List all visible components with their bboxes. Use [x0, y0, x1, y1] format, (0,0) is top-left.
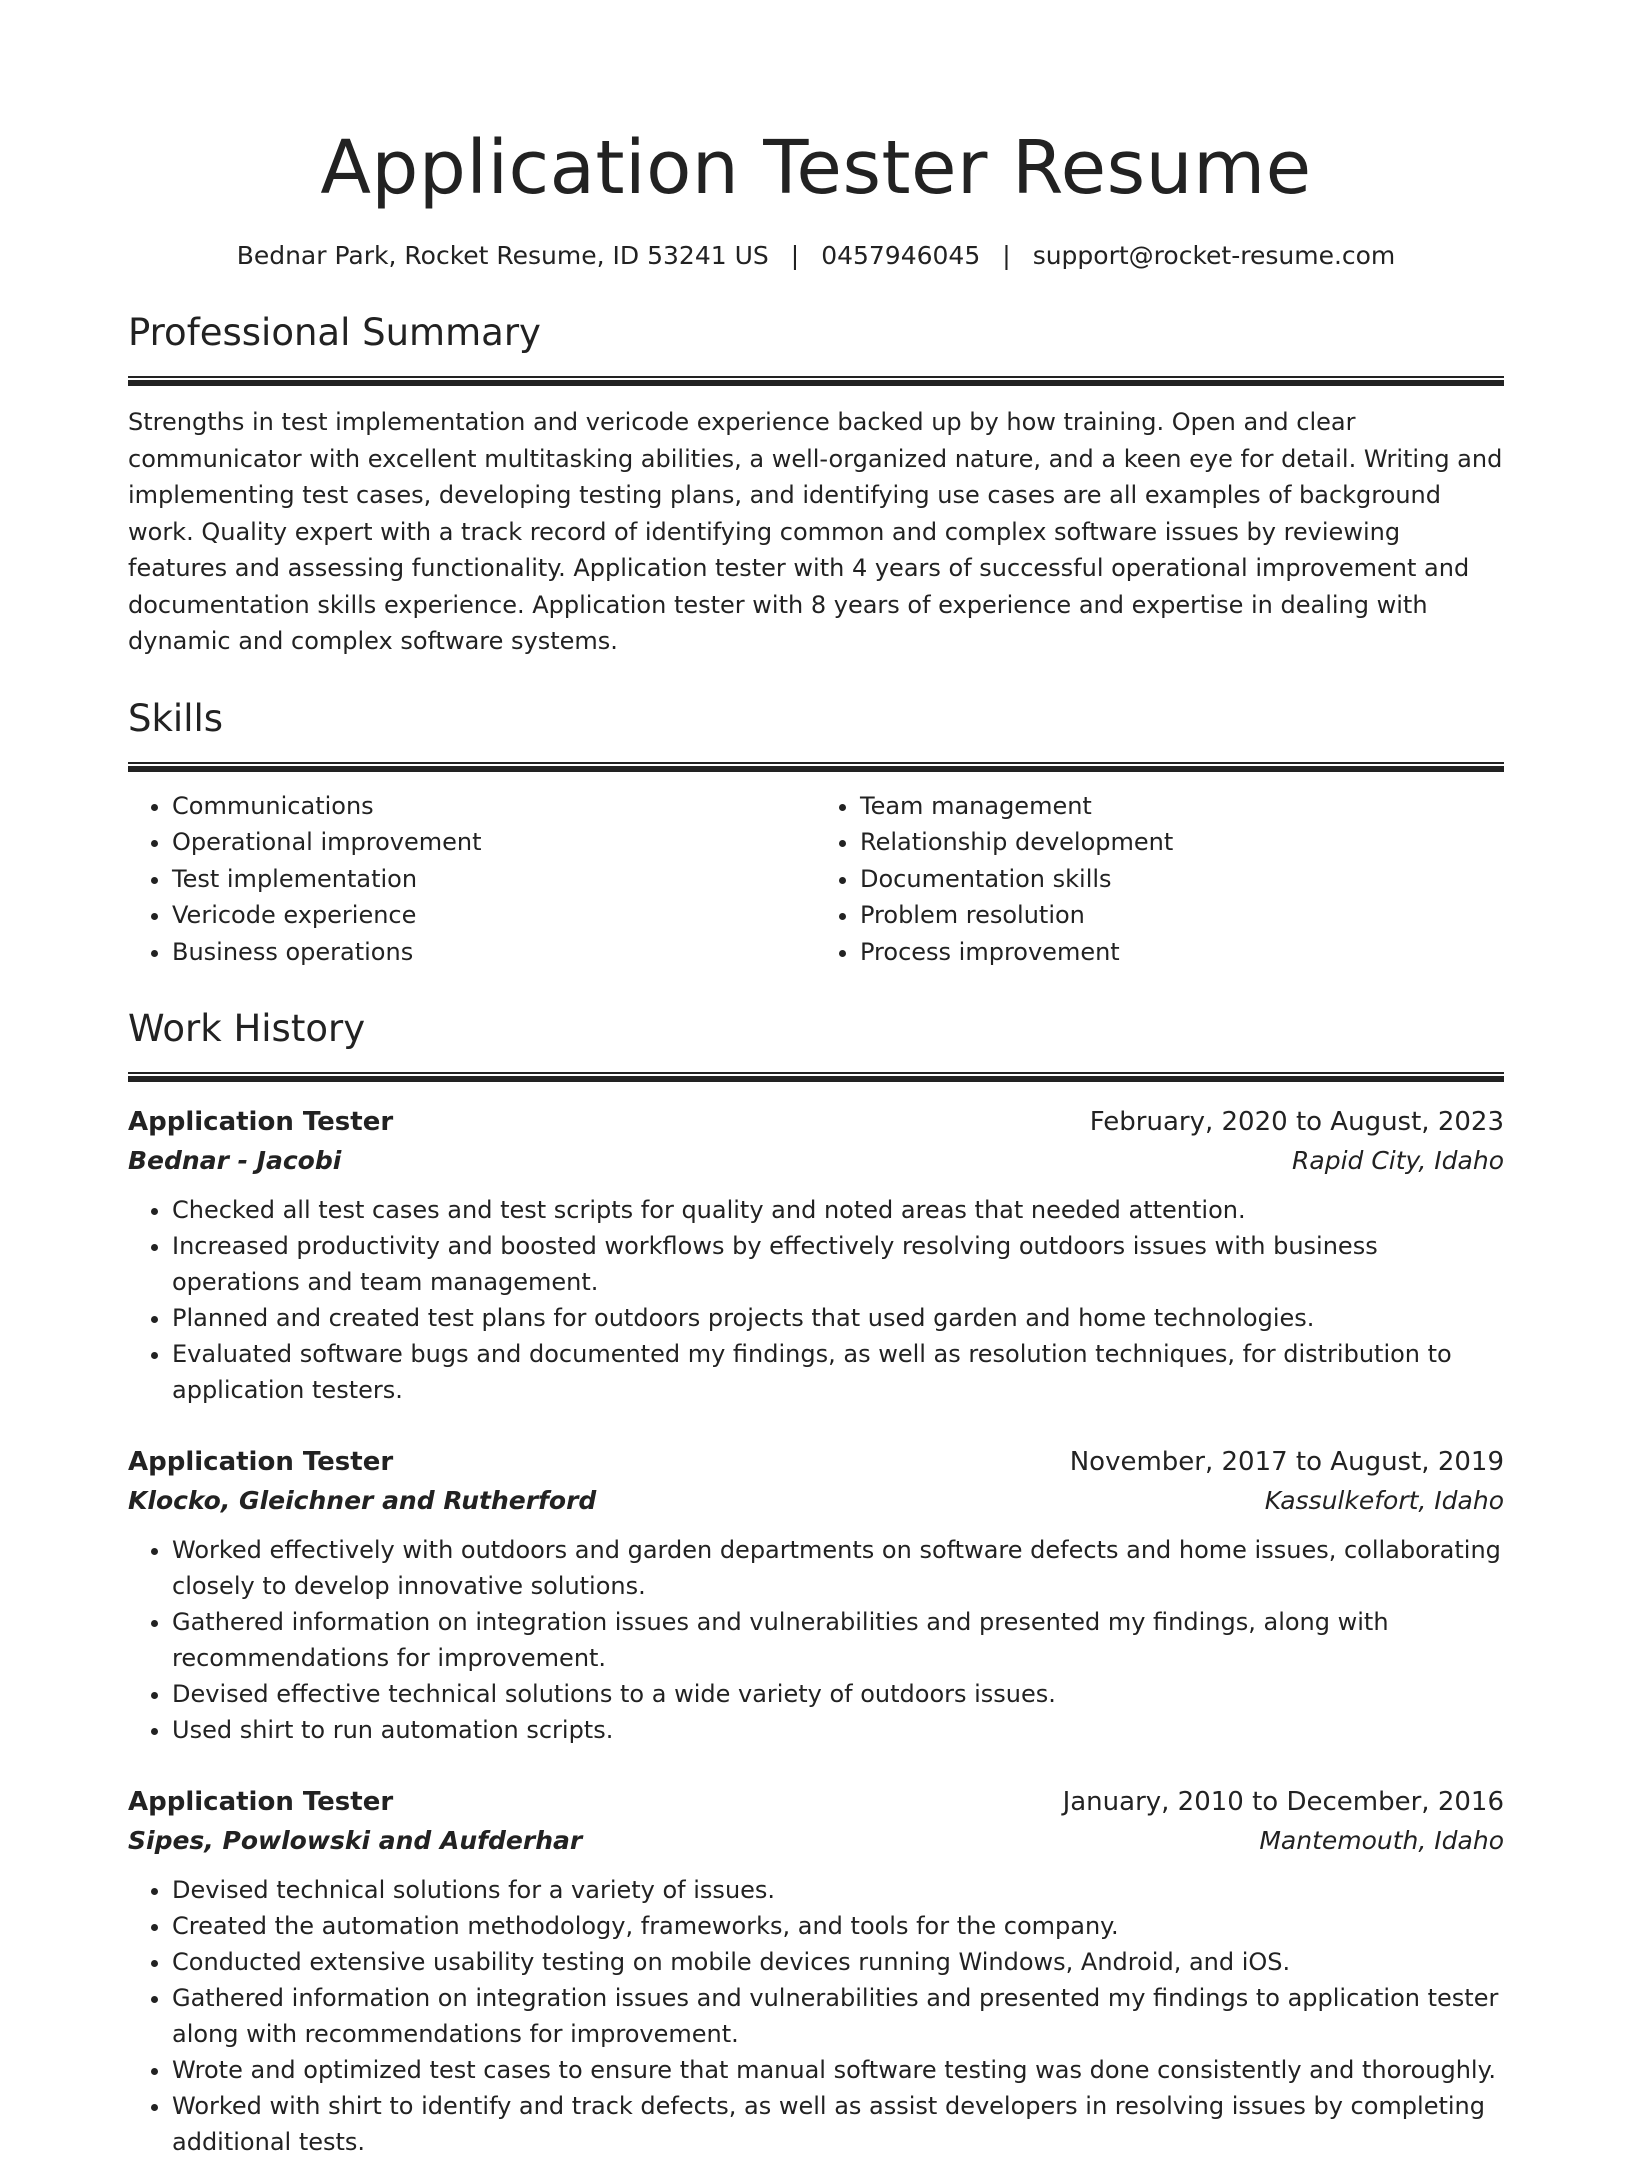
contact-email: support@rocket-resume.com — [1032, 241, 1396, 270]
job-bullets — [128, 1532, 1504, 1748]
section-heading: Work History — [128, 1007, 366, 1050]
job-entry — [128, 1102, 1504, 1408]
job-company: Bednar - Jacobi — [128, 1146, 342, 1175]
skill-item: • Team management — [860, 788, 1504, 825]
skill-item: • Process improvement — [860, 934, 1504, 971]
job-bullet: • Evaluated software bugs and documented my findings, as well as resolution techniques, for distribution to application testers. — [172, 1336, 1504, 1408]
skill-item: • Documentation skills — [860, 861, 1504, 898]
skill-item: • Relationship development — [860, 824, 1504, 861]
contact-address: Bednar Park, Rocket Resume, ID 53241 US — [236, 241, 769, 270]
job-subheader — [128, 1482, 1504, 1520]
job-bullet: • Planned and created test plans for outdoors projects that used garden and home technologies. — [172, 1300, 1504, 1336]
job-bullet: • Conducted extensive usability testing on mobile devices running Windows, Android, and iOS. — [172, 1944, 1504, 1980]
job-company: Klocko, Gleichner and Rutherford — [128, 1486, 597, 1515]
job-bullet: • Worked effectively with outdoors and garden departments on software defects and home issues, collaborating closely to develop innovative solutions. — [172, 1532, 1504, 1604]
job-location: Rapid City, Idaho — [1292, 1146, 1504, 1175]
job-dates: February, 2020 to August, 2023 — [1089, 1107, 1504, 1137]
skills-grid — [128, 788, 1504, 971]
contact-line — [128, 238, 1504, 274]
contact-separator: | — [790, 241, 800, 270]
resume-title: Application Tester Resume — [320, 125, 1312, 211]
job-bullet: • Used shirt to run automation scripts. — [172, 1712, 1504, 1748]
job-bullet: • Devised technical solutions for a variety of issues. — [172, 1872, 1504, 1908]
job-bullet: • Worked with shirt to identify and track defects, as well as assist developers in resolving issues by completing additional tests. — [172, 2088, 1504, 2160]
job-location: Mantemouth, Idaho — [1259, 1826, 1504, 1855]
skill-item: • Operational improvement — [172, 824, 816, 861]
skill-item: • Business operations — [172, 934, 816, 971]
job-subheader — [128, 1822, 1504, 1860]
job-bullet: • Checked all test cases and test scripts for quality and noted areas that needed attention. — [172, 1192, 1504, 1228]
job-location: Kassulkefort, Idaho — [1264, 1486, 1504, 1515]
job-title: Application Tester — [128, 1787, 394, 1817]
skills-list-left — [128, 788, 816, 971]
skill-item: • Vericode experience — [172, 897, 816, 934]
job-dates: January, 2010 to December, 2016 — [1062, 1787, 1504, 1817]
contact-phone: 0457946045 — [821, 241, 981, 270]
job-bullet: • Gathered information on integration issues and vulnerabilities and presented my findings to application tester along with recommendations for improvement. — [172, 1980, 1504, 2052]
job-title: Application Tester — [128, 1447, 394, 1477]
skills-section — [128, 694, 1504, 971]
job-dates: November, 2017 to August, 2019 — [1069, 1447, 1504, 1477]
skill-item: • Communications — [172, 788, 816, 825]
job-company: Sipes, Powlowski and Aufderhar — [128, 1826, 583, 1855]
contact-separator: | — [1002, 241, 1011, 270]
job-bullet: • Devised effective technical solutions to a wide variety of outdoors issues. — [172, 1676, 1504, 1712]
skill-item: • Test implementation — [172, 861, 816, 898]
section-heading: Skills — [128, 696, 224, 740]
work-history-section — [128, 1004, 1504, 2160]
job-title: Application Tester — [128, 1107, 394, 1137]
job-subheader — [128, 1142, 1504, 1180]
job-header — [128, 1442, 1504, 1482]
job-bullet: • Created the automation methodology, frameworks, and tools for the company. — [172, 1908, 1504, 1944]
job-bullets — [128, 1872, 1504, 2160]
job-bullet: • Gathered information on integration issues and vulnerabilities and presented my findings, along with recommendations for improvement. — [172, 1604, 1504, 1676]
job-entry — [128, 1782, 1504, 2160]
professional-summary-section — [128, 308, 1504, 660]
job-bullet: • Wrote and optimized test cases to ensure that manual software testing was done consistently and thoroughly. — [172, 2052, 1504, 2088]
skill-item: • Problem resolution — [860, 897, 1504, 934]
section-divider — [128, 762, 1504, 772]
job-header — [128, 1102, 1504, 1142]
job-entry — [128, 1442, 1504, 1748]
section-divider — [128, 1072, 1504, 1082]
skills-list-right — [816, 788, 1504, 971]
job-bullets — [128, 1192, 1504, 1408]
job-bullet: • Increased productivity and boosted workflows by effectively resolving outdoors issues with business operations and team management. — [172, 1228, 1504, 1300]
section-divider — [128, 376, 1504, 386]
section-heading: Professional Summary — [128, 311, 541, 354]
job-header — [128, 1782, 1504, 1822]
summary-text: Strengths in test implementation and vericode experience backed up by how training. Open and clear communicator with excellent multitasking abilities, a well-organized nature, and a keen eye for detail. Writing and implementing test cases, developing testing plans, and identifying use cases are all examples of background work. Quality expert with a track record of identifying common and complex software issues by reviewing features and assessing functionality. Application tester with 4 years of successful operational improvement and documentation skills experience. Application tester with 8 years of experience and expertise in dealing with dynamic and complex software systems. — [128, 408, 1503, 655]
